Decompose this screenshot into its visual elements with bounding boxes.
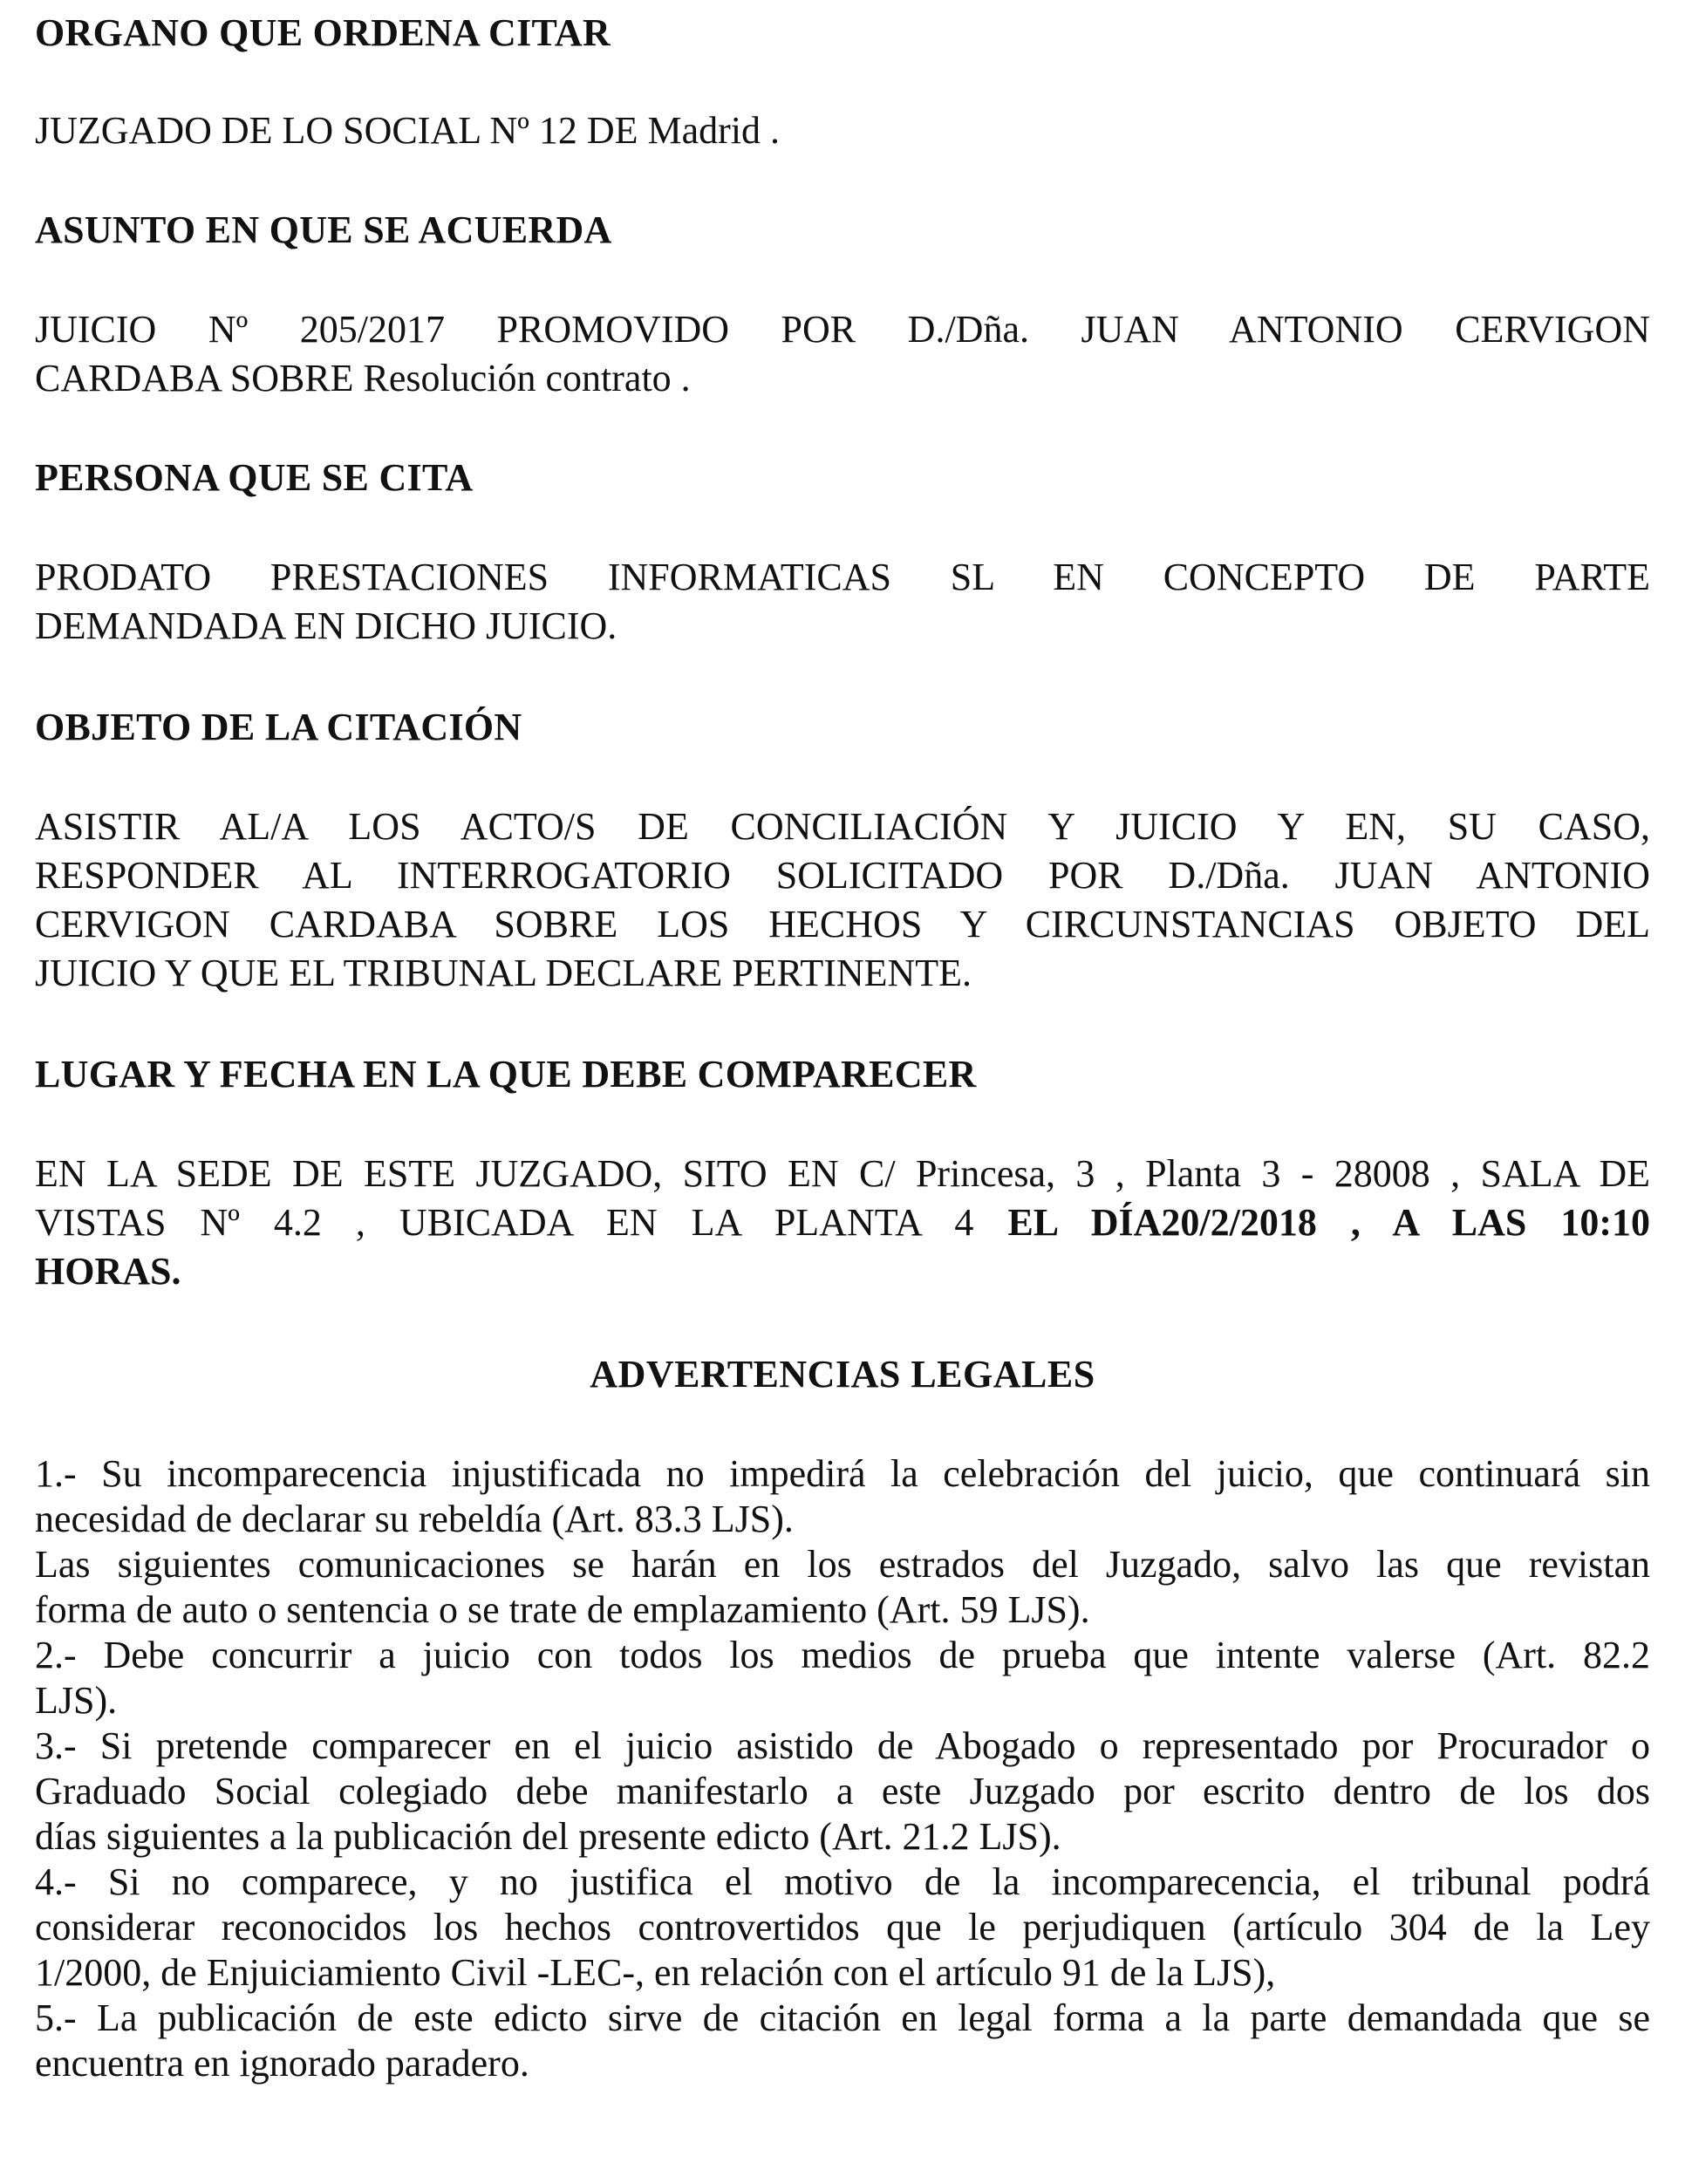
- warning-line: 2.- Debe concurrir a juicio con todos los medios de prueba que intente valerse (Art. 82.2: [35, 1634, 1650, 1676]
- warning-line: 3.- Si pretende comparecer en el juicio asistido de Abogado o representado por Procurador o: [35, 1724, 1650, 1767]
- body-persona: [35, 553, 1650, 651]
- heading-organo: ORGANO QUE ORDENA CITAR: [35, 11, 611, 54]
- heading-lugar: LUGAR Y FECHA EN LA QUE DEBE COMPARECER: [35, 1053, 977, 1095]
- body-objeto: [35, 802, 1650, 998]
- warning-line: 5.- La publicación de este edicto sirve de citación en legal forma a la parte demandada que se: [35, 1996, 1650, 2039]
- body-persona-line: DEMANDADA EN DICHO JUICIO.: [35, 604, 617, 647]
- body-lugar-line-2-text: VISTAS Nº 4.2 , UBICADA EN LA PLANTA 4: [35, 1201, 1008, 1244]
- warning-line: 4.- Si no comparece, y no justifica el motivo de la incomparecencia, el tribunal podrá: [35, 1860, 1650, 1903]
- warning-line: LJS).: [35, 1679, 118, 1722]
- heading-asunto: ASUNTO EN QUE SE ACUERDA: [35, 208, 612, 251]
- body-asunto: [35, 305, 1650, 403]
- warnings-list: [35, 1451, 1650, 2086]
- warning-line: necesidad de declarar su rebeldía (Art. 83.3 LJS).: [35, 1498, 794, 1540]
- body-organo: [35, 106, 1650, 155]
- hearing-hours: HORAS.: [35, 1250, 181, 1293]
- body-asunto-line: CARDABA SOBRE Resolución contrato .: [35, 357, 691, 399]
- body-objeto-line: CERVIGON CARDABA SOBRE LOS HECHOS Y CIRCUNSTANCIAS OBJETO DEL: [35, 903, 1650, 945]
- warning-line: considerar reconocidos los hechos controvertidos que le perjudiquen (artículo 304 de la Ley: [35, 1906, 1650, 1949]
- warning-line: encuentra en ignorado paradero.: [35, 2042, 529, 2085]
- body-objeto-line: ASISTIR AL/A LOS ACTO/S DE CONCILIACIÓN Y JUICIO Y EN, SU CASO,: [35, 805, 1650, 848]
- heading-persona: PERSONA QUE SE CITA: [35, 456, 474, 499]
- body-persona-line: PRODATO PRESTACIONES INFORMATICAS SL EN CONCEPTO DE PARTE: [35, 556, 1650, 598]
- warning-line: 1/2000, de Enjuiciamiento Civil -LEC-, en relación con el artículo 91 de la LJS),: [35, 1951, 1276, 1994]
- warning-line: 1.- Su incomparecencia injustificada no impedirá la celebración del juicio, que continuará sin: [35, 1452, 1650, 1495]
- body-lugar-line-2: [35, 1198, 1650, 1247]
- warning-line: forma de auto o sentencia o se trate de emplazamiento (Art. 59 LJS).: [35, 1588, 1090, 1631]
- hearing-date-time: EL DÍA20/2/2018 , A LAS 10:10: [1007, 1201, 1650, 1244]
- body-objeto-line: RESPONDER AL INTERROGATORIO SOLICITADO POR D./Dña. JUAN ANTONIO: [35, 854, 1650, 897]
- body-asunto-line: JUICIO Nº 205/2017 PROMOVIDO POR D./Dña. JUAN ANTONIO CERVIGON: [35, 308, 1650, 351]
- warnings-title: ADVERTENCIAS LEGALES: [590, 1353, 1095, 1396]
- body-lugar: [35, 1150, 1650, 1296]
- body-objeto-line: JUICIO Y QUE EL TRIBUNAL DECLARE PERTINENTE.: [35, 952, 972, 994]
- warning-line: días siguientes a la publicación del presente edicto (Art. 21.2 LJS).: [35, 1815, 1061, 1858]
- body-lugar-line: EN LA SEDE DE ESTE JUZGADO, SITO EN C/ Princesa, 3 , Planta 3 - 28008 , SALA DE: [35, 1152, 1650, 1195]
- warning-line: Graduado Social colegiado debe manifestarlo a este Juzgado por escrito dentro de los dos: [35, 1770, 1650, 1812]
- warning-line: Las siguientes comunicaciones se harán en los estrados del Juzgado, salvo las que revistan: [35, 1543, 1650, 1586]
- heading-objeto: OBJETO DE LA CITACIÓN: [35, 706, 522, 748]
- body-organo-line: JUZGADO DE LO SOCIAL Nº 12 DE Madrid .: [35, 109, 781, 152]
